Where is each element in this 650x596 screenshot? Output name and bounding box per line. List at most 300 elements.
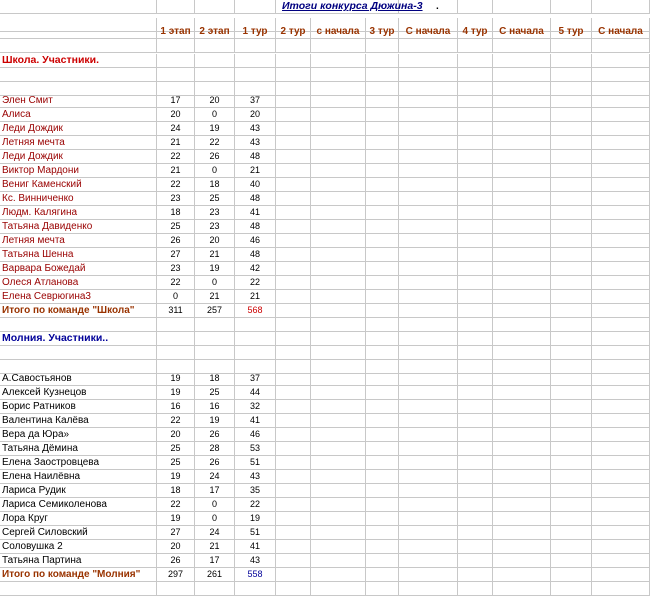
empty-cell[interactable]: [493, 346, 551, 360]
empty-cell[interactable]: [493, 582, 551, 596]
empty-cell[interactable]: [0, 346, 157, 360]
participant-name[interactable]: Лора Круг: [0, 512, 157, 526]
empty-cell[interactable]: [399, 428, 458, 442]
empty-cell[interactable]: [311, 470, 366, 484]
round1-total[interactable]: 48: [235, 220, 276, 234]
stage2-score[interactable]: 19: [195, 414, 235, 428]
stage2-score[interactable]: 26: [195, 456, 235, 470]
empty-cell[interactable]: [551, 234, 592, 248]
empty-cell[interactable]: [458, 332, 493, 346]
empty-cell[interactable]: [311, 442, 366, 456]
round1-total[interactable]: 48: [235, 150, 276, 164]
empty-cell[interactable]: [276, 484, 311, 498]
empty-cell[interactable]: [366, 39, 399, 53]
empty-cell[interactable]: [458, 192, 493, 206]
empty-cell[interactable]: [311, 304, 366, 318]
column-header[interactable]: 5 тур: [551, 25, 592, 39]
empty-cell[interactable]: [235, 68, 276, 82]
empty-cell[interactable]: [493, 276, 551, 290]
empty-cell[interactable]: [592, 262, 650, 276]
empty-cell[interactable]: [311, 206, 366, 220]
empty-cell[interactable]: [493, 540, 551, 554]
empty-cell[interactable]: [366, 164, 399, 178]
empty-cell[interactable]: [157, 68, 195, 82]
empty-cell[interactable]: [458, 456, 493, 470]
empty-cell[interactable]: [366, 54, 399, 68]
empty-cell[interactable]: [592, 386, 650, 400]
empty-cell[interactable]: [458, 164, 493, 178]
empty-cell[interactable]: [366, 512, 399, 526]
empty-cell[interactable]: [276, 94, 311, 108]
empty-cell[interactable]: [458, 108, 493, 122]
empty-cell[interactable]: [276, 386, 311, 400]
empty-cell[interactable]: [592, 122, 650, 136]
empty-cell[interactable]: [366, 220, 399, 234]
empty-cell[interactable]: [366, 108, 399, 122]
empty-cell[interactable]: [276, 68, 311, 82]
empty-cell[interactable]: [399, 262, 458, 276]
empty-cell[interactable]: [399, 540, 458, 554]
empty-cell[interactable]: [399, 276, 458, 290]
participant-name[interactable]: Леди Дождик: [0, 150, 157, 164]
empty-cell[interactable]: [493, 318, 551, 332]
empty-cell[interactable]: [592, 304, 650, 318]
empty-cell[interactable]: [493, 262, 551, 276]
empty-cell[interactable]: [366, 442, 399, 456]
round1-total[interactable]: 43: [235, 122, 276, 136]
round1-total[interactable]: 43: [235, 470, 276, 484]
stage2-score[interactable]: 23: [195, 220, 235, 234]
empty-cell[interactable]: [311, 428, 366, 442]
stage2-score[interactable]: 0: [195, 512, 235, 526]
empty-cell[interactable]: [366, 470, 399, 484]
empty-cell[interactable]: [366, 372, 399, 386]
stage2-score[interactable]: 0: [195, 498, 235, 512]
empty-cell[interactable]: [592, 372, 650, 386]
empty-cell[interactable]: [399, 94, 458, 108]
empty-cell[interactable]: [0, 582, 157, 596]
total-stage1[interactable]: 311: [157, 304, 195, 318]
empty-cell[interactable]: [458, 526, 493, 540]
empty-cell[interactable]: [0, 68, 157, 82]
empty-cell[interactable]: [366, 290, 399, 304]
round1-total[interactable]: 43: [235, 136, 276, 150]
stage1-score[interactable]: 27: [157, 248, 195, 262]
empty-cell[interactable]: [551, 428, 592, 442]
empty-cell[interactable]: [311, 262, 366, 276]
empty-cell[interactable]: [592, 540, 650, 554]
round1-total[interactable]: 46: [235, 234, 276, 248]
empty-cell[interactable]: [366, 386, 399, 400]
empty-cell[interactable]: [311, 456, 366, 470]
empty-cell[interactable]: [493, 484, 551, 498]
participant-name[interactable]: Валентина Калёва: [0, 414, 157, 428]
empty-cell[interactable]: [276, 456, 311, 470]
empty-cell[interactable]: [366, 248, 399, 262]
participant-name[interactable]: Елена Наилёвна: [0, 470, 157, 484]
stage1-score[interactable]: 24: [157, 122, 195, 136]
round1-total[interactable]: 48: [235, 192, 276, 206]
empty-cell[interactable]: [493, 526, 551, 540]
empty-cell[interactable]: [311, 414, 366, 428]
empty-cell[interactable]: [592, 234, 650, 248]
empty-cell[interactable]: [399, 512, 458, 526]
empty-cell[interactable]: [235, 39, 276, 53]
empty-cell[interactable]: [311, 484, 366, 498]
round1-total[interactable]: 46: [235, 428, 276, 442]
empty-cell[interactable]: [157, 54, 195, 68]
stage1-score[interactable]: 23: [157, 262, 195, 276]
empty-cell[interactable]: [311, 54, 366, 68]
empty-cell[interactable]: [195, 346, 235, 360]
empty-cell[interactable]: [311, 276, 366, 290]
empty-cell[interactable]: [311, 568, 366, 582]
empty-cell[interactable]: [311, 386, 366, 400]
empty-cell[interactable]: [399, 0, 458, 14]
empty-cell[interactable]: [366, 540, 399, 554]
empty-cell[interactable]: [399, 332, 458, 346]
participant-name[interactable]: Елена Заостровцева: [0, 456, 157, 470]
column-header[interactable]: С начала: [399, 25, 458, 39]
empty-cell[interactable]: [551, 178, 592, 192]
empty-cell[interactable]: [592, 346, 650, 360]
empty-cell[interactable]: [366, 262, 399, 276]
empty-cell[interactable]: [592, 0, 650, 14]
stage2-score[interactable]: 20: [195, 234, 235, 248]
empty-cell[interactable]: [276, 192, 311, 206]
round1-total[interactable]: 20: [235, 108, 276, 122]
empty-cell[interactable]: [399, 498, 458, 512]
empty-cell[interactable]: [493, 248, 551, 262]
empty-cell[interactable]: [366, 346, 399, 360]
empty-cell[interactable]: [399, 108, 458, 122]
empty-cell[interactable]: [311, 248, 366, 262]
stage2-score[interactable]: 19: [195, 262, 235, 276]
stage1-score[interactable]: 23: [157, 192, 195, 206]
empty-cell[interactable]: [399, 318, 458, 332]
empty-cell[interactable]: [399, 220, 458, 234]
stage2-score[interactable]: 0: [195, 276, 235, 290]
empty-cell[interactable]: [493, 164, 551, 178]
empty-cell[interactable]: [493, 304, 551, 318]
total-round1[interactable]: 558: [235, 568, 276, 582]
empty-cell[interactable]: [276, 346, 311, 360]
stage2-score[interactable]: 22: [195, 136, 235, 150]
empty-cell[interactable]: [592, 428, 650, 442]
empty-cell[interactable]: [458, 262, 493, 276]
stage1-score[interactable]: 20: [157, 428, 195, 442]
empty-cell[interactable]: [551, 582, 592, 596]
empty-cell[interactable]: [276, 262, 311, 276]
empty-cell[interactable]: [592, 290, 650, 304]
empty-cell[interactable]: [399, 68, 458, 82]
empty-cell[interactable]: [592, 178, 650, 192]
participant-name[interactable]: А.Савостьянов: [0, 372, 157, 386]
empty-cell[interactable]: [399, 484, 458, 498]
empty-cell[interactable]: [366, 192, 399, 206]
empty-cell[interactable]: [592, 526, 650, 540]
empty-cell[interactable]: [366, 276, 399, 290]
stage1-score[interactable]: 25: [157, 456, 195, 470]
empty-cell[interactable]: [458, 248, 493, 262]
empty-cell[interactable]: [592, 220, 650, 234]
empty-cell[interactable]: [458, 318, 493, 332]
empty-cell[interactable]: [195, 332, 235, 346]
stage2-score[interactable]: 24: [195, 470, 235, 484]
empty-cell[interactable]: [235, 346, 276, 360]
empty-cell[interactable]: [458, 234, 493, 248]
empty-cell[interactable]: [276, 582, 311, 596]
empty-cell[interactable]: [458, 554, 493, 568]
empty-cell[interactable]: [311, 400, 366, 414]
round1-total[interactable]: 35: [235, 484, 276, 498]
empty-cell[interactable]: [366, 498, 399, 512]
empty-cell[interactable]: [366, 206, 399, 220]
empty-cell[interactable]: [592, 136, 650, 150]
empty-cell[interactable]: [276, 206, 311, 220]
empty-cell[interactable]: [592, 332, 650, 346]
empty-cell[interactable]: [276, 54, 311, 68]
column-header[interactable]: с начала: [311, 25, 366, 39]
empty-cell[interactable]: [458, 304, 493, 318]
empty-cell[interactable]: [551, 318, 592, 332]
empty-cell[interactable]: [592, 276, 650, 290]
empty-cell[interactable]: [458, 386, 493, 400]
round1-total[interactable]: 37: [235, 94, 276, 108]
empty-cell[interactable]: [592, 414, 650, 428]
empty-cell[interactable]: [458, 94, 493, 108]
empty-cell[interactable]: [551, 442, 592, 456]
empty-cell[interactable]: [276, 39, 311, 53]
empty-cell[interactable]: [195, 39, 235, 53]
empty-cell[interactable]: [276, 150, 311, 164]
empty-cell[interactable]: [157, 39, 195, 53]
stage2-score[interactable]: 26: [195, 150, 235, 164]
stage1-score[interactable]: 20: [157, 108, 195, 122]
participant-name[interactable]: Леди Дождик: [0, 122, 157, 136]
stage1-score[interactable]: 19: [157, 372, 195, 386]
stage2-score[interactable]: 20: [195, 94, 235, 108]
empty-cell[interactable]: [592, 206, 650, 220]
participant-name[interactable]: Лариса Рудик: [0, 484, 157, 498]
empty-cell[interactable]: [366, 304, 399, 318]
stage1-score[interactable]: 21: [157, 164, 195, 178]
column-header[interactable]: 2 этап: [195, 25, 235, 39]
stage2-score[interactable]: 18: [195, 178, 235, 192]
empty-cell[interactable]: [399, 346, 458, 360]
round1-total[interactable]: 21: [235, 290, 276, 304]
stage2-score[interactable]: 23: [195, 206, 235, 220]
stage1-score[interactable]: 26: [157, 554, 195, 568]
stage1-score[interactable]: 25: [157, 442, 195, 456]
empty-cell[interactable]: [592, 248, 650, 262]
empty-cell[interactable]: [195, 582, 235, 596]
empty-cell[interactable]: [235, 318, 276, 332]
empty-cell[interactable]: [311, 582, 366, 596]
stage1-score[interactable]: 26: [157, 234, 195, 248]
round1-total[interactable]: 22: [235, 498, 276, 512]
empty-cell[interactable]: [276, 400, 311, 414]
molnia-team-heading[interactable]: Молния. Участники..: [0, 332, 157, 346]
round1-total[interactable]: 41: [235, 540, 276, 554]
empty-cell[interactable]: [458, 428, 493, 442]
empty-cell[interactable]: [458, 220, 493, 234]
round1-total[interactable]: 51: [235, 456, 276, 470]
empty-cell[interactable]: [311, 318, 366, 332]
empty-cell[interactable]: [311, 554, 366, 568]
empty-cell[interactable]: [276, 568, 311, 582]
empty-cell[interactable]: [458, 442, 493, 456]
participant-name[interactable]: Соловушка 2: [0, 540, 157, 554]
stage1-score[interactable]: 22: [157, 414, 195, 428]
empty-cell[interactable]: [366, 568, 399, 582]
empty-cell[interactable]: [458, 400, 493, 414]
empty-cell[interactable]: [399, 39, 458, 53]
empty-cell[interactable]: [551, 554, 592, 568]
empty-cell[interactable]: [551, 512, 592, 526]
empty-cell[interactable]: [592, 498, 650, 512]
empty-cell[interactable]: [493, 0, 551, 14]
total-stage2[interactable]: 261: [195, 568, 235, 582]
column-header[interactable]: 2 тур: [276, 25, 311, 39]
participant-name[interactable]: Алиса: [0, 108, 157, 122]
empty-cell[interactable]: [551, 0, 592, 14]
stage1-score[interactable]: 21: [157, 136, 195, 150]
empty-cell[interactable]: [366, 526, 399, 540]
empty-cell[interactable]: [592, 470, 650, 484]
empty-cell[interactable]: [493, 332, 551, 346]
stage1-score[interactable]: 18: [157, 206, 195, 220]
empty-cell[interactable]: [311, 39, 366, 53]
stage2-score[interactable]: 25: [195, 192, 235, 206]
empty-cell[interactable]: [458, 178, 493, 192]
round1-total[interactable]: 53: [235, 442, 276, 456]
stage1-score[interactable]: 27: [157, 526, 195, 540]
empty-cell[interactable]: [366, 150, 399, 164]
empty-cell[interactable]: [458, 136, 493, 150]
empty-cell[interactable]: [493, 68, 551, 82]
empty-cell[interactable]: [276, 290, 311, 304]
empty-cell[interactable]: [493, 290, 551, 304]
empty-cell[interactable]: [551, 248, 592, 262]
empty-cell[interactable]: [458, 470, 493, 484]
empty-cell[interactable]: [399, 178, 458, 192]
school-team-heading[interactable]: Школа. Участники.: [0, 54, 157, 68]
total-stage2[interactable]: 257: [195, 304, 235, 318]
empty-cell[interactable]: [458, 540, 493, 554]
empty-cell[interactable]: [493, 234, 551, 248]
empty-cell[interactable]: [551, 372, 592, 386]
empty-cell[interactable]: [458, 498, 493, 512]
empty-cell[interactable]: [0, 0, 157, 14]
empty-cell[interactable]: [276, 318, 311, 332]
empty-cell[interactable]: [366, 122, 399, 136]
empty-cell[interactable]: [276, 470, 311, 484]
stage1-score[interactable]: 19: [157, 386, 195, 400]
empty-cell[interactable]: [551, 526, 592, 540]
empty-cell[interactable]: [311, 192, 366, 206]
empty-cell[interactable]: [366, 136, 399, 150]
empty-cell[interactable]: [276, 498, 311, 512]
empty-cell[interactable]: [551, 108, 592, 122]
empty-cell[interactable]: [311, 108, 366, 122]
empty-cell[interactable]: [493, 206, 551, 220]
participant-name[interactable]: Кс. Винниченко: [0, 192, 157, 206]
empty-cell[interactable]: [458, 0, 493, 14]
empty-cell[interactable]: [592, 442, 650, 456]
empty-cell[interactable]: [366, 68, 399, 82]
empty-cell[interactable]: [399, 400, 458, 414]
empty-cell[interactable]: [551, 136, 592, 150]
empty-cell[interactable]: [493, 428, 551, 442]
empty-cell[interactable]: [458, 39, 493, 53]
stage1-score[interactable]: 0: [157, 290, 195, 304]
empty-cell[interactable]: [311, 526, 366, 540]
stage2-score[interactable]: 25: [195, 386, 235, 400]
empty-cell[interactable]: [311, 372, 366, 386]
empty-cell[interactable]: [366, 332, 399, 346]
total-round1[interactable]: 568: [235, 304, 276, 318]
participant-name[interactable]: Варвара Божедай: [0, 262, 157, 276]
stage2-score[interactable]: 18: [195, 372, 235, 386]
empty-cell[interactable]: [592, 94, 650, 108]
stage2-score[interactable]: 28: [195, 442, 235, 456]
empty-cell[interactable]: [493, 414, 551, 428]
empty-cell[interactable]: [493, 39, 551, 53]
stage1-score[interactable]: 19: [157, 512, 195, 526]
round1-total[interactable]: 32: [235, 400, 276, 414]
empty-cell[interactable]: [311, 164, 366, 178]
empty-cell[interactable]: [399, 122, 458, 136]
empty-cell[interactable]: [458, 276, 493, 290]
column-header[interactable]: С начала: [493, 25, 551, 39]
empty-cell[interactable]: [458, 346, 493, 360]
stage2-score[interactable]: 26: [195, 428, 235, 442]
stage2-score[interactable]: 24: [195, 526, 235, 540]
participant-name[interactable]: Татьяна Дёмина: [0, 442, 157, 456]
round1-total[interactable]: 48: [235, 248, 276, 262]
participant-name[interactable]: Людм. Калягина: [0, 206, 157, 220]
empty-cell[interactable]: [366, 400, 399, 414]
empty-cell[interactable]: [458, 290, 493, 304]
empty-cell[interactable]: [399, 290, 458, 304]
empty-cell[interactable]: [493, 94, 551, 108]
empty-cell[interactable]: [493, 122, 551, 136]
empty-cell[interactable]: [592, 400, 650, 414]
empty-cell[interactable]: [551, 122, 592, 136]
empty-cell[interactable]: [0, 318, 157, 332]
stage1-score[interactable]: 20: [157, 540, 195, 554]
empty-cell[interactable]: [399, 304, 458, 318]
empty-cell[interactable]: [195, 0, 235, 14]
empty-cell[interactable]: [551, 456, 592, 470]
round1-total[interactable]: 21: [235, 164, 276, 178]
empty-cell[interactable]: [592, 150, 650, 164]
empty-cell[interactable]: [592, 582, 650, 596]
empty-cell[interactable]: [551, 346, 592, 360]
empty-cell[interactable]: [311, 332, 366, 346]
empty-cell[interactable]: [458, 206, 493, 220]
empty-cell[interactable]: [276, 248, 311, 262]
empty-cell[interactable]: [276, 526, 311, 540]
stage2-score[interactable]: 19: [195, 122, 235, 136]
stage1-score[interactable]: 19: [157, 470, 195, 484]
empty-cell[interactable]: [399, 136, 458, 150]
empty-cell[interactable]: [399, 248, 458, 262]
stage2-score[interactable]: 17: [195, 484, 235, 498]
empty-cell[interactable]: [399, 386, 458, 400]
empty-cell[interactable]: [399, 526, 458, 540]
